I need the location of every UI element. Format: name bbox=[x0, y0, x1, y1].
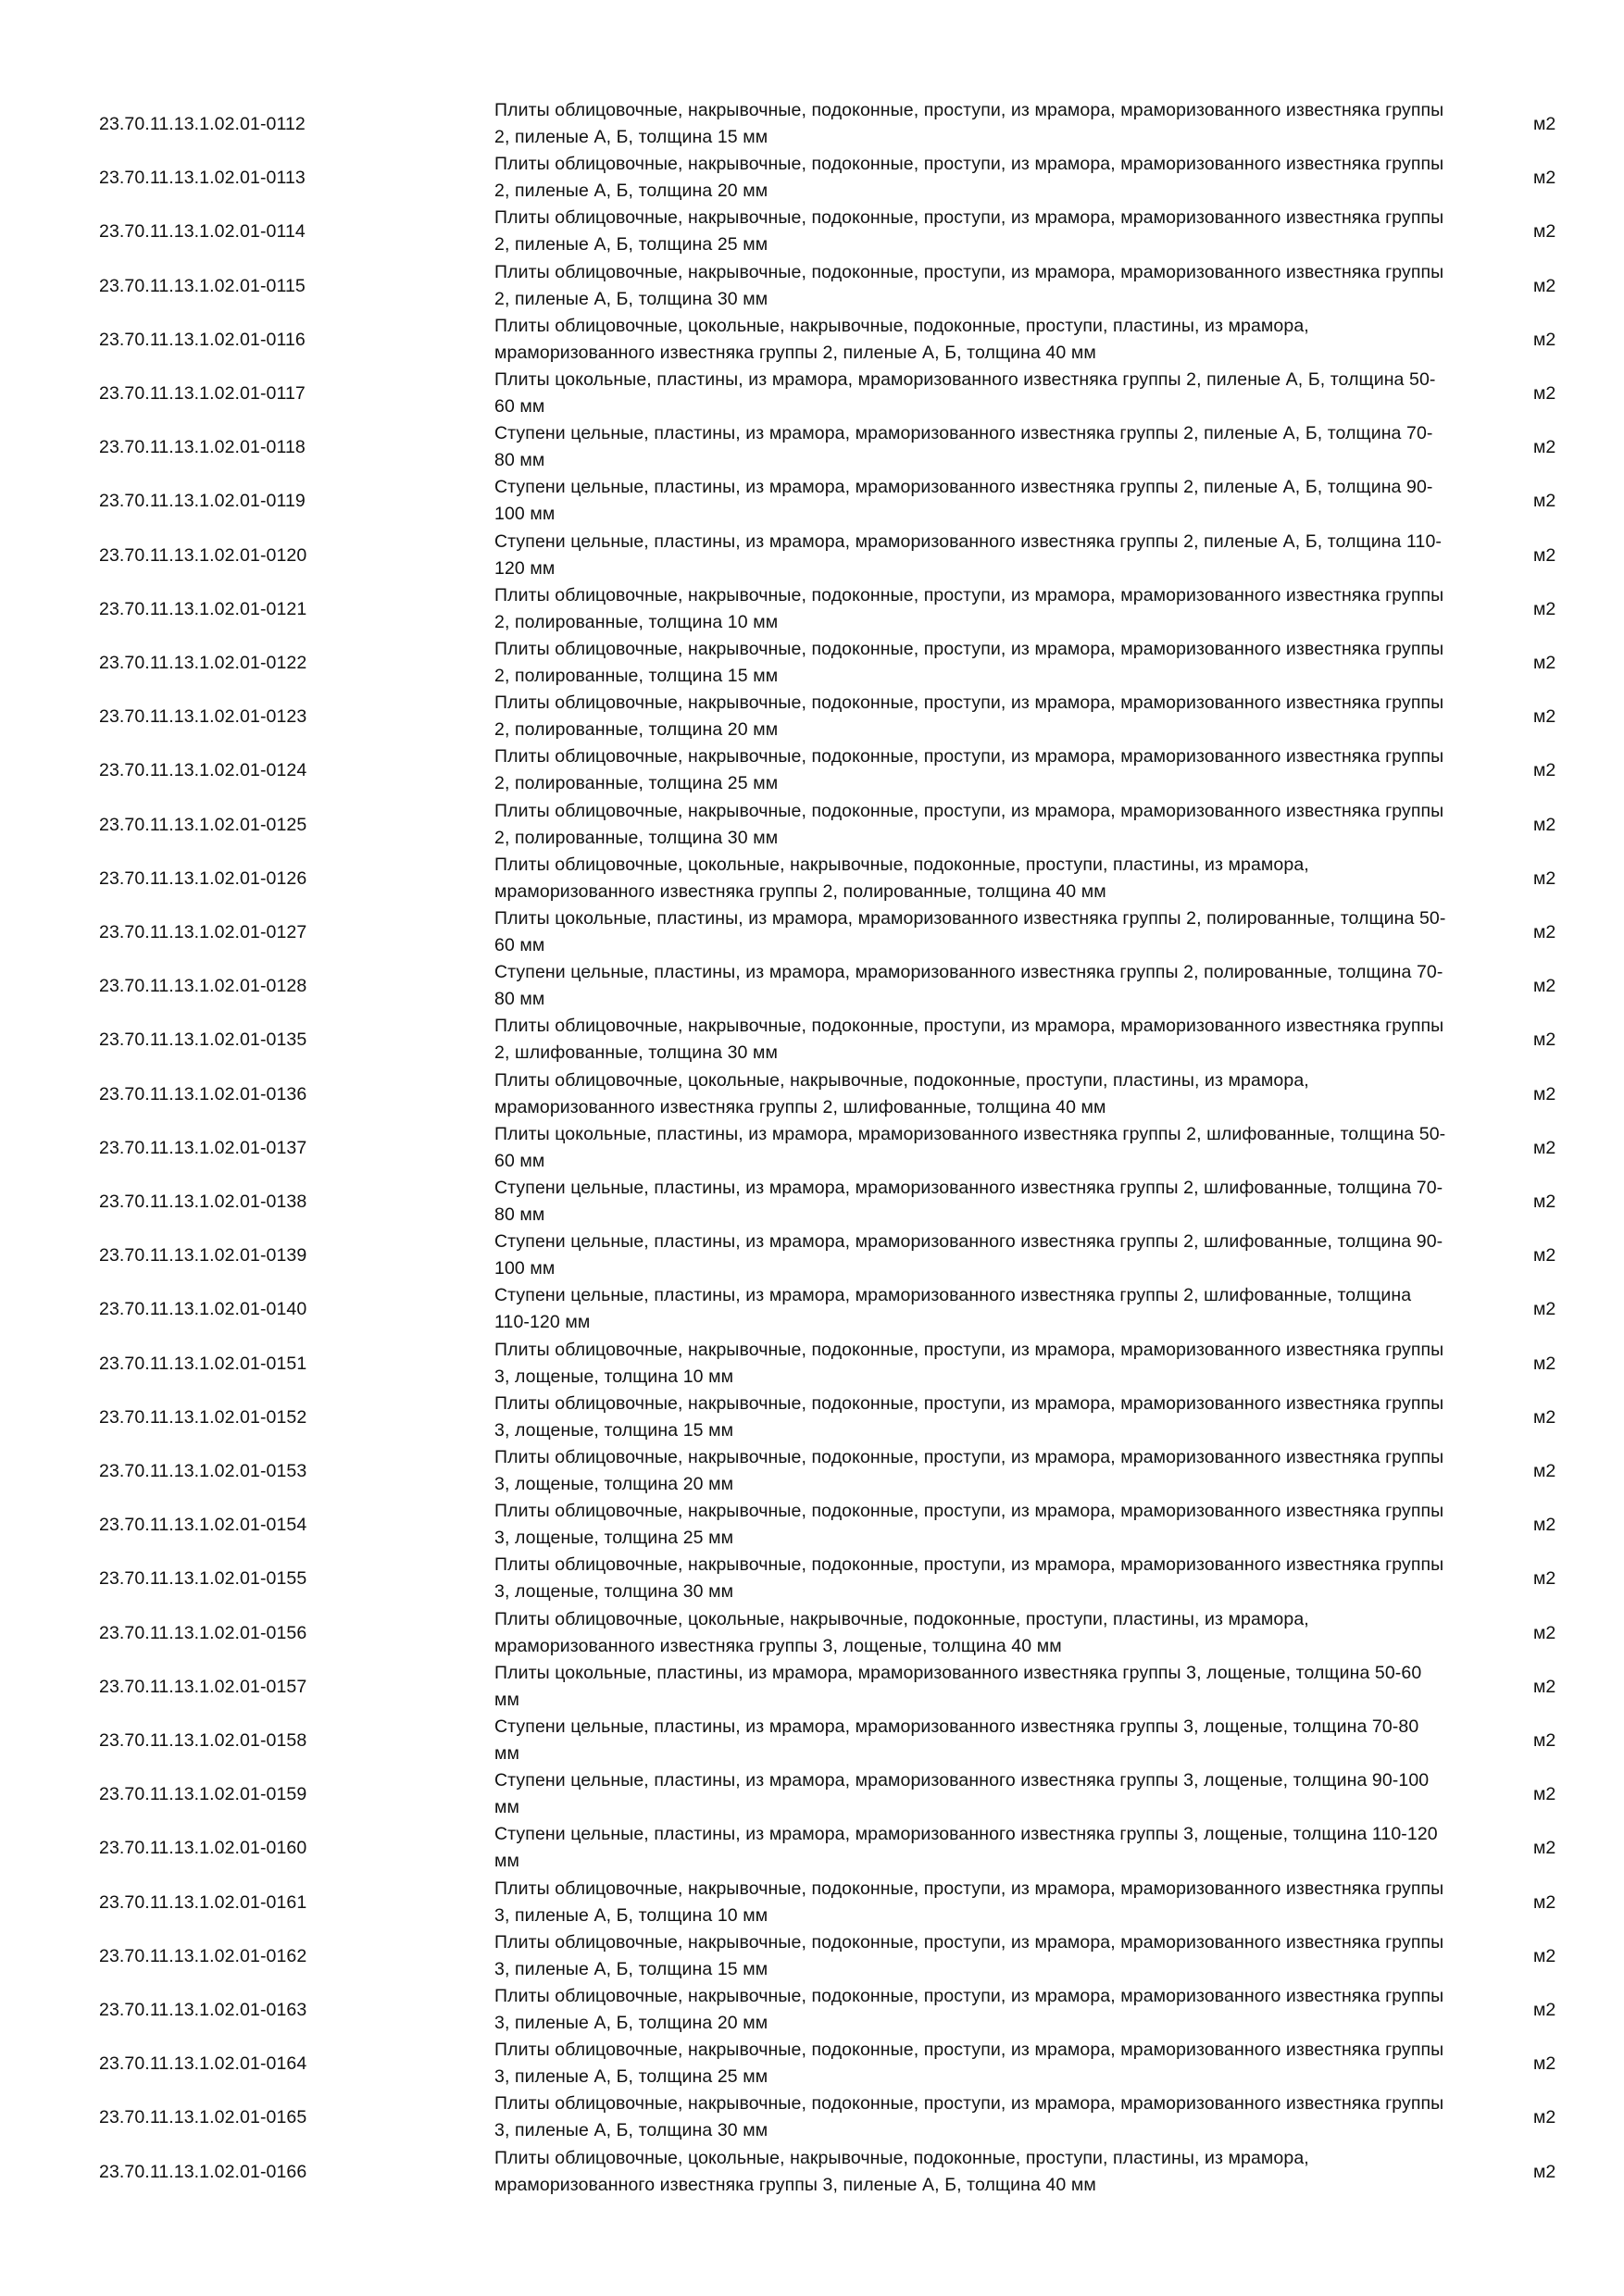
table-row bbox=[0, 1444, 1624, 1498]
resource-description: Плиты облицовочные, накрывочные, подоконные, проступи, из мрамора, мраморизованного известняка группы 3, пиленые А, Б, толщина 20 мм bbox=[494, 1986, 1444, 2033]
unit-of-measure: м2 bbox=[1533, 976, 1556, 997]
table-row bbox=[0, 313, 1624, 367]
resource-code: 23.70.11.13.1.02.01-0126 bbox=[99, 867, 307, 889]
table-row bbox=[0, 1876, 1624, 1929]
resource-code: 23.70.11.13.1.02.01-0112 bbox=[99, 114, 306, 134]
resource-description: Плиты облицовочные, накрывочные, подоконные, проступи, из мрамора, мраморизованного известняка группы 3, лощеные, толщина 10 мм bbox=[494, 1339, 1444, 1387]
resource-description: Плиты облицовочные, накрывочные, подоконные, проступи, из мрамора, мраморизованного известняка группы 2, полированные, толщина 25 мм bbox=[494, 746, 1444, 794]
table-row bbox=[0, 690, 1624, 743]
resource-code: 23.70.11.13.1.02.01-0116 bbox=[99, 329, 306, 350]
resource-description: Плиты облицовочные, цокольные, накрывочные, подоконные, проступи, пластины, из мрамора, мраморизованного известняка группы 3, пиленые А, Б, толщина 40 мм bbox=[494, 2147, 1309, 2195]
table-row bbox=[0, 367, 1624, 420]
unit-of-measure: м2 bbox=[1533, 1406, 1556, 1428]
resource-description: Плиты облицовочные, накрывочные, подоконные, проступи, из мрамора, мраморизованного известняка группы 2, полированные, толщина 10 мм bbox=[494, 584, 1444, 632]
resource-description: Ступени цельные, пластины, из мрамора, мраморизованного известняка группы 3, лощеные, толщина 110-120 мм bbox=[494, 1824, 1438, 1872]
resource-code: 23.70.11.13.1.02.01-0140 bbox=[99, 1299, 307, 1320]
unit-of-measure: м2 bbox=[1533, 1730, 1556, 1751]
unit-of-measure: м2 bbox=[1533, 598, 1556, 619]
table-row bbox=[0, 2090, 1624, 2144]
table-row bbox=[0, 582, 1624, 636]
table-row bbox=[0, 1929, 1624, 1983]
resource-description: Плиты облицовочные, накрывочные, подоконные, проступи, из мрамора, мраморизованного известняка группы 2, полированные, толщина 15 мм bbox=[494, 639, 1444, 686]
unit-of-measure: м2 bbox=[1533, 814, 1556, 835]
resource-description: Плиты облицовочные, накрывочные, подоконные, проступи, из мрамора, мраморизованного известняка группы 2, пиленые А, Б, толщина 20 мм bbox=[494, 154, 1444, 202]
resource-description: Плиты облицовочные, накрывочные, подоконные, проступи, из мрамора, мраморизованного известняка группы 2, полированные, толщина 30 мм bbox=[494, 800, 1444, 848]
resource-code: 23.70.11.13.1.02.01-0154 bbox=[99, 1515, 307, 1536]
table-row bbox=[0, 1983, 1624, 2037]
resource-description: Ступени цельные, пластины, из мрамора, мраморизованного известняка группы 2, полированные, толщина 70-80 мм bbox=[494, 962, 1443, 1010]
resource-description: Плиты облицовочные, цокольные, накрывочные, подоконные, проступи, пластины, из мрамора, мраморизованного известняка группы 2, шлифованные, толщина 40 мм bbox=[494, 1069, 1309, 1117]
resource-description: Плиты облицовочные, накрывочные, подоконные, проступи, из мрамора, мраморизованного известняка группы 3, лощеные, толщина 20 мм bbox=[494, 1447, 1444, 1494]
unit-of-measure: м2 bbox=[1533, 653, 1556, 673]
table-row bbox=[0, 1821, 1624, 1875]
resource-code: 23.70.11.13.1.02.01-0157 bbox=[99, 1676, 307, 1697]
resource-code: 23.70.11.13.1.02.01-0113 bbox=[99, 168, 306, 189]
resource-description: Плиты цокольные, пластины, из мрамора, мраморизованного известняка группы 2, шлифованные, толщина 50-60 мм bbox=[494, 1123, 1446, 1171]
resource-code: 23.70.11.13.1.02.01-0166 bbox=[99, 2161, 307, 2182]
resource-description: Плиты облицовочные, накрывочные, подоконные, проступи, из мрамора, мраморизованного известняка группы 3, пиленые А, Б, толщина 15 мм bbox=[494, 1931, 1444, 1979]
resource-description: Плиты цокольные, пластины, из мрамора, мраморизованного известняка группы 3, лощеные, толщина 50-60 мм bbox=[494, 1662, 1422, 1710]
unit-of-measure: м2 bbox=[1533, 329, 1556, 350]
unit-of-measure: м2 bbox=[1533, 867, 1556, 889]
table-row bbox=[0, 2145, 1624, 2199]
unit-of-measure: м2 bbox=[1533, 275, 1556, 296]
resource-code: 23.70.11.13.1.02.01-0135 bbox=[99, 1029, 307, 1051]
resource-description: Ступени цельные, пластины, из мрамора, мраморизованного известняка группы 3, лощеные, толщина 70-80 мм bbox=[494, 1716, 1419, 1764]
unit-of-measure: м2 bbox=[1533, 1299, 1556, 1320]
resource-code: 23.70.11.13.1.02.01-0160 bbox=[99, 1838, 307, 1859]
table-row bbox=[0, 1767, 1624, 1821]
resource-code: 23.70.11.13.1.02.01-0125 bbox=[99, 814, 307, 835]
resource-description: Плиты облицовочные, накрывочные, подоконные, проступи, из мрамора, мраморизованного известняка группы 2, пиленые А, Б, толщина 25 мм bbox=[494, 207, 1444, 256]
resource-code: 23.70.11.13.1.02.01-0122 bbox=[99, 653, 307, 673]
resource-description: Плиты облицовочные, цокольные, накрывочные, подоконные, проступи, пластины, из мрамора, мраморизованного известняка группы 2, полированные, толщина 40 мм bbox=[494, 854, 1309, 902]
table-row bbox=[0, 798, 1624, 852]
unit-of-measure: м2 bbox=[1533, 760, 1556, 781]
unit-of-measure: м2 bbox=[1533, 1353, 1556, 1374]
resource-code: 23.70.11.13.1.02.01-0120 bbox=[99, 544, 307, 566]
resource-code: 23.70.11.13.1.02.01-0163 bbox=[99, 2000, 307, 2020]
table-row bbox=[0, 1552, 1624, 1605]
unit-of-measure: м2 bbox=[1533, 1137, 1556, 1158]
resource-description: Ступени цельные, пластины, из мрамора, мраморизованного известняка группы 2, пиленые А, Б, толщина 90-100 мм bbox=[494, 477, 1433, 525]
resource-code: 23.70.11.13.1.02.01-0123 bbox=[99, 706, 307, 728]
resource-code: 23.70.11.13.1.02.01-0139 bbox=[99, 1245, 307, 1267]
unit-of-measure: м2 bbox=[1533, 437, 1556, 458]
table-row bbox=[0, 97, 1624, 151]
resource-code: 23.70.11.13.1.02.01-0137 bbox=[99, 1137, 307, 1158]
table-row bbox=[0, 205, 1624, 258]
resource-description: Плиты облицовочные, накрывочные, подоконные, проступи, из мрамора, мраморизованного известняка группы 2, пиленые А, Б, толщина 30 мм bbox=[494, 261, 1444, 309]
resource-description: Ступени цельные, пластины, из мрамора, мраморизованного известняка группы 2, пиленые А, Б, толщина 70-80 мм bbox=[494, 423, 1433, 471]
unit-of-measure: м2 bbox=[1533, 383, 1556, 404]
resource-code: 23.70.11.13.1.02.01-0165 bbox=[99, 2107, 307, 2128]
resource-description: Ступени цельные, пластины, из мрамора, мраморизованного известняка группы 2, шлифованные, толщина 70-80 мм bbox=[494, 1178, 1443, 1225]
table-row bbox=[0, 905, 1624, 959]
unit-of-measure: м2 bbox=[1533, 1461, 1556, 1481]
resource-description: Плиты облицовочные, накрывочные, подоконные, проступи, из мрамора, мраморизованного известняка группы 3, пиленые А, Б, толщина 25 мм bbox=[494, 2040, 1444, 2088]
resource-code: 23.70.11.13.1.02.01-0153 bbox=[99, 1461, 307, 1481]
table-row bbox=[0, 2037, 1624, 2090]
unit-of-measure: м2 bbox=[1533, 1029, 1556, 1051]
resource-description: Плиты цокольные, пластины, из мрамора, мраморизованного известняка группы 2, пиленые А, Б, толщина 50-60 мм bbox=[494, 369, 1436, 417]
table-row bbox=[0, 1606, 1624, 1660]
table-row bbox=[0, 420, 1624, 474]
resource-code: 23.70.11.13.1.02.01-0164 bbox=[99, 2053, 307, 2075]
resource-description: Ступени цельные, пластины, из мрамора, мраморизованного известняка группы 2, шлифованные, толщина 90-100 мм bbox=[494, 1231, 1443, 1279]
unit-of-measure: м2 bbox=[1533, 2107, 1556, 2128]
table-row bbox=[0, 151, 1624, 205]
resource-code: 23.70.11.13.1.02.01-0138 bbox=[99, 1192, 307, 1212]
unit-of-measure: м2 bbox=[1533, 114, 1556, 134]
table-row bbox=[0, 636, 1624, 690]
resource-code: 23.70.11.13.1.02.01-0156 bbox=[99, 1622, 307, 1643]
resource-description: Плиты облицовочные, накрывочные, подоконные, проступи, из мрамора, мраморизованного известняка группы 2, пиленые А, Б, толщина 15 мм bbox=[494, 100, 1444, 147]
table-row bbox=[0, 852, 1624, 905]
table-row bbox=[0, 1175, 1624, 1229]
resource-code: 23.70.11.13.1.02.01-0159 bbox=[99, 1784, 307, 1805]
resource-code: 23.70.11.13.1.02.01-0124 bbox=[99, 760, 307, 781]
resource-description: Плиты облицовочные, накрывочные, подоконные, проступи, из мрамора, мраморизованного известняка группы 2, шлифованные, толщина 30 мм bbox=[494, 1016, 1444, 1064]
resource-code: 23.70.11.13.1.02.01-0115 bbox=[99, 275, 306, 296]
unit-of-measure: м2 bbox=[1533, 2053, 1556, 2075]
table-row bbox=[0, 1337, 1624, 1391]
unit-of-measure: м2 bbox=[1533, 168, 1556, 189]
resource-description: Плиты облицовочные, накрывочные, подоконные, проступи, из мрамора, мраморизованного известняка группы 3, пиленые А, Б, толщина 10 мм bbox=[494, 1878, 1444, 1926]
table-row bbox=[0, 1714, 1624, 1767]
table-row bbox=[0, 743, 1624, 797]
unit-of-measure: м2 bbox=[1533, 544, 1556, 566]
unit-of-measure: м2 bbox=[1533, 1945, 1556, 1966]
unit-of-measure: м2 bbox=[1533, 1515, 1556, 1536]
resource-code: 23.70.11.13.1.02.01-0121 bbox=[99, 598, 307, 619]
resource-code: 23.70.11.13.1.02.01-0128 bbox=[99, 976, 307, 997]
unit-of-measure: м2 bbox=[1533, 1784, 1556, 1805]
resource-description: Плиты облицовочные, цокольные, накрывочные, подоконные, проступи, пластины, из мрамора, мраморизованного известняка группы 2, пиленые А, Б, толщина 40 мм bbox=[494, 315, 1309, 363]
resource-description: Ступени цельные, пластины, из мрамора, мраморизованного известняка группы 3, лощеные, толщина 90-100 мм bbox=[494, 1770, 1430, 1818]
table-row bbox=[0, 1660, 1624, 1714]
table-row bbox=[0, 529, 1624, 582]
resource-description: Плиты облицовочные, накрывочные, подоконные, проступи, из мрамора, мраморизованного известняка группы 3, лощеные, толщина 25 мм bbox=[494, 1501, 1444, 1549]
resource-code: 23.70.11.13.1.02.01-0114 bbox=[99, 221, 306, 243]
table-row bbox=[0, 959, 1624, 1013]
unit-of-measure: м2 bbox=[1533, 1676, 1556, 1697]
unit-of-measure: м2 bbox=[1533, 2161, 1556, 2182]
resource-code: 23.70.11.13.1.02.01-0162 bbox=[99, 1945, 307, 1966]
resource-description: Ступени цельные, пластины, из мрамора, мраморизованного известняка группы 2, пиленые А, Б, толщина 110-120 мм bbox=[494, 530, 1443, 579]
resource-code: 23.70.11.13.1.02.01-0161 bbox=[99, 1891, 307, 1913]
resource-code: 23.70.11.13.1.02.01-0118 bbox=[99, 437, 306, 458]
unit-of-measure: м2 bbox=[1533, 1083, 1556, 1104]
table-row bbox=[0, 1391, 1624, 1444]
table-row bbox=[0, 1067, 1624, 1121]
resource-description: Плиты облицовочные, накрывочные, подоконные, проступи, из мрамора, мраморизованного известняка группы 3, пиленые А, Б, толщина 30 мм bbox=[494, 2093, 1444, 2141]
table-row bbox=[0, 1229, 1624, 1282]
resource-description: Плиты облицовочные, цокольные, накрывочные, подоконные, проступи, пластины, из мрамора, мраморизованного известняка группы 3, лощеные, толщина 40 мм bbox=[494, 1608, 1309, 1656]
unit-of-measure: м2 bbox=[1533, 1245, 1556, 1267]
resource-description: Плиты облицовочные, накрывочные, подоконные, проступи, из мрамора, мраморизованного известняка группы 2, полированные, толщина 20 мм bbox=[494, 693, 1444, 741]
unit-of-measure: м2 bbox=[1533, 1568, 1556, 1590]
resource-code: 23.70.11.13.1.02.01-0158 bbox=[99, 1730, 307, 1751]
unit-of-measure: м2 bbox=[1533, 1622, 1556, 1643]
resource-description: Плиты облицовочные, накрывочные, подоконные, проступи, из мрамора, мраморизованного известняка группы 3, лощеные, толщина 30 мм bbox=[494, 1554, 1444, 1603]
unit-of-measure: м2 bbox=[1533, 221, 1556, 243]
table-row bbox=[0, 1013, 1624, 1067]
resource-code: 23.70.11.13.1.02.01-0119 bbox=[99, 491, 306, 512]
unit-of-measure: м2 bbox=[1533, 1891, 1556, 1913]
resource-code: 23.70.11.13.1.02.01-0152 bbox=[99, 1406, 307, 1428]
table-row bbox=[0, 1498, 1624, 1552]
resource-code: 23.70.11.13.1.02.01-0136 bbox=[99, 1083, 307, 1104]
resource-description: Ступени цельные, пластины, из мрамора, мраморизованного известняка группы 2, шлифованные, толщина 110-120 мм bbox=[494, 1285, 1412, 1333]
resource-code: 23.70.11.13.1.02.01-0127 bbox=[99, 922, 307, 942]
unit-of-measure: м2 bbox=[1533, 1838, 1556, 1859]
unit-of-measure: м2 bbox=[1533, 1192, 1556, 1212]
table-row bbox=[0, 1282, 1624, 1336]
resource-code: 23.70.11.13.1.02.01-0155 bbox=[99, 1568, 307, 1590]
table-row bbox=[0, 1121, 1624, 1175]
unit-of-measure: м2 bbox=[1533, 922, 1556, 942]
resource-description: Плиты облицовочные, накрывочные, подоконные, проступи, из мрамора, мраморизованного известняка группы 3, лощеные, толщина 15 мм bbox=[494, 1392, 1444, 1441]
unit-of-measure: м2 bbox=[1533, 706, 1556, 728]
unit-of-measure: м2 bbox=[1533, 2000, 1556, 2020]
table-row bbox=[0, 474, 1624, 528]
table-row bbox=[0, 259, 1624, 313]
resource-description: Плиты цокольные, пластины, из мрамора, мраморизованного известняка группы 2, полированные, толщина 50-60 мм bbox=[494, 908, 1446, 955]
resource-code: 23.70.11.13.1.02.01-0117 bbox=[99, 383, 306, 404]
unit-of-measure: м2 bbox=[1533, 491, 1556, 512]
resource-code: 23.70.11.13.1.02.01-0151 bbox=[99, 1353, 307, 1374]
